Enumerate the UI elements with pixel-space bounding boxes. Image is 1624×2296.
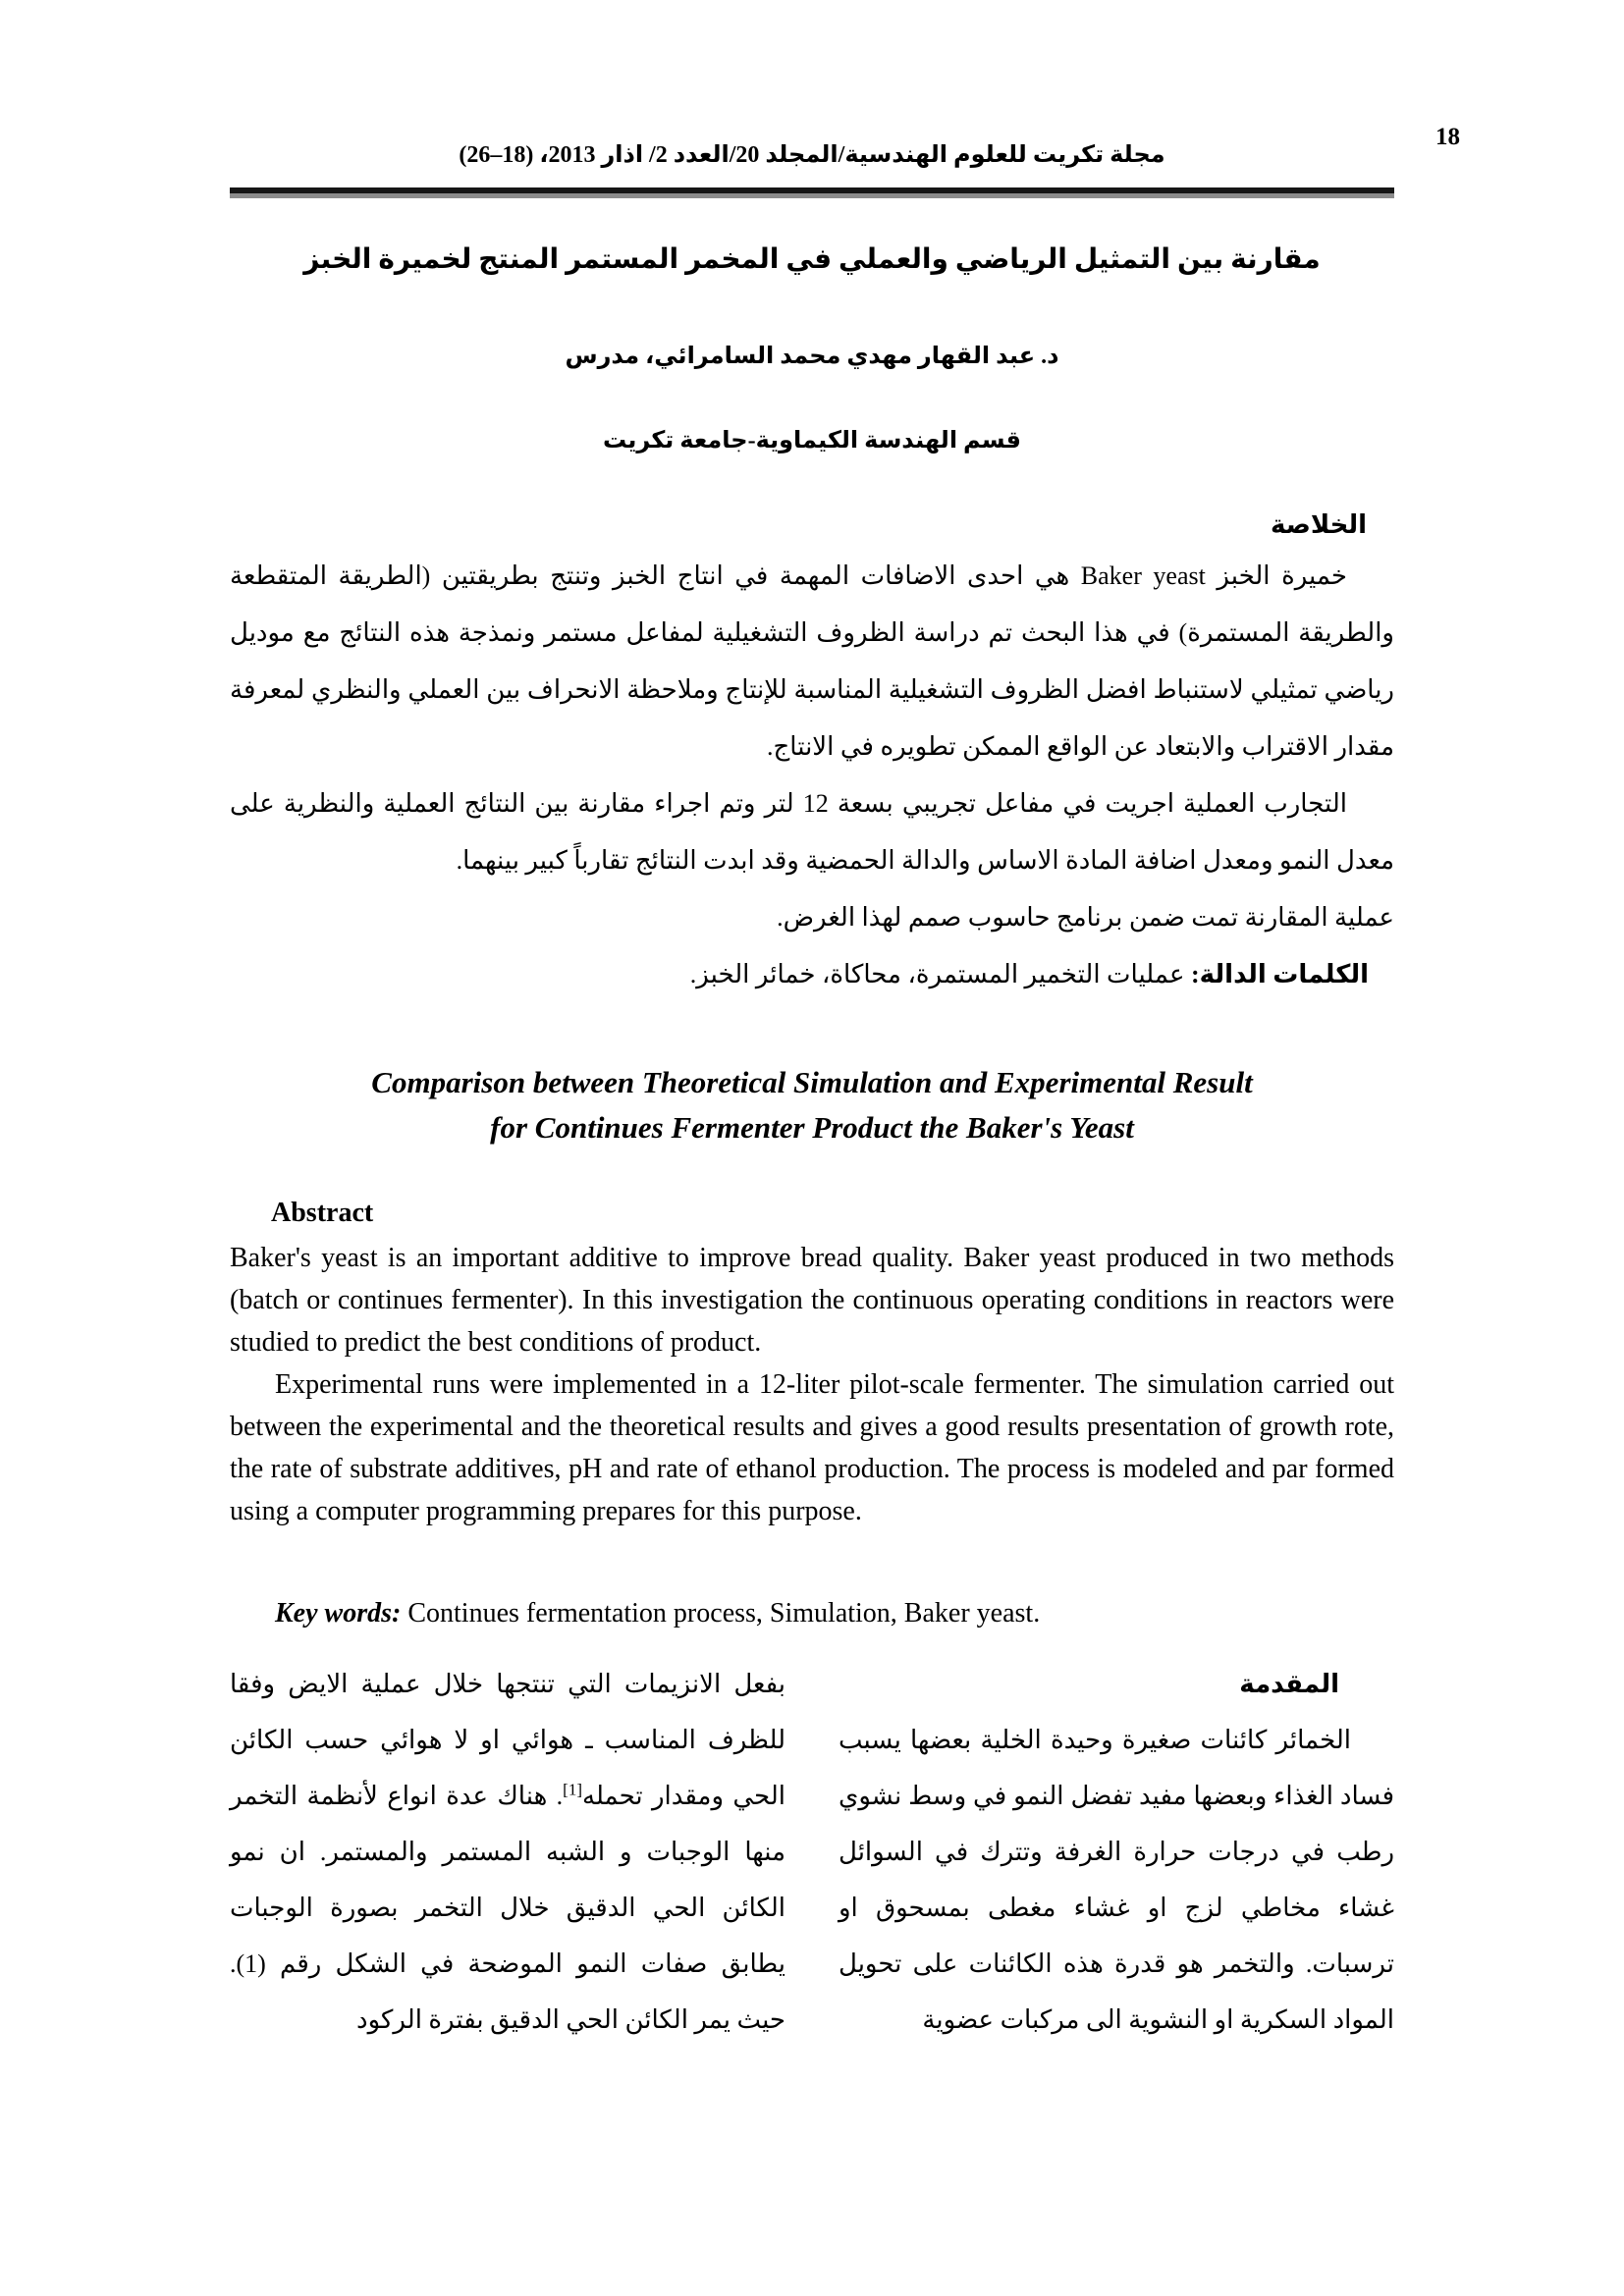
introduction-right-paragraph: الخمائر كائنات صغيرة وحيدة الخلية بعضها يسبب فساد الغذاء وبعضها مفيد تفضل النمو في وسط نشوي رطب في درجات حرارة الغرفة وتترك في السوائل غشاء مخاطي لزج او غشاء مغطى بمسحوق او ترسبات. والتخمر هو قدرة هذه الكائنات على تحويل المواد السكرية او النشوية الى مركبات عضوية [839,1726,1394,2034]
arabic-keywords-line [230,946,1394,1003]
arabic-abstract-paragraph-1: خميرة الخبز Baker yeast هي احدى الاضافات المهمة في انتاج الخبز وتنتج بطريقتين (الطريقة المتقطعة والطريقة المستمرة) في هذا البحث تم دراسة الظروف التشغيلية لمفاعل مستمر ونمذجة هذه النتائج مع موديل رياضي تمثيلي لاستنباط افضل الظروف التشغيلية المناسبة للإنتاج وملاحظة الانحراف بين العملي والنظري لمعرفة مقدار الاقتراب والابتعاد عن الواقع الممكن تطويره في الانتاج. [230,561,1394,761]
introduction-left-text-part1: بفعل الانزيمات التي تنتجها خلال عملية الايض وفقا للظرف المناسب ـ هوائي او لا هوائي حسب الكائن الحي ومقدار تحمله [230,1670,785,1810]
english-title-line1: Comparison between Theoretical Simulation and Experimental Result [371,1065,1253,1099]
english-abstract-paragraph-2: Experimental runs were implemented in a 12-liter pilot-scale fermenter. The simulation carried out between the experimental and the theoretical results and gives a good results presentation of growth rote, the rate of substrate additives, pH and rate of ethanol production. The process is modeled and par formed using a computer programming prepares for this purpose. [230,1369,1394,1526]
english-keywords-line [230,1592,1394,1634]
english-keywords-text: Continues fermentation process, Simulation, Baker yeast. [401,1598,1041,1629]
affiliation-line: قسم الهندسة الكيماوية-جامعة تكريت [602,428,1021,454]
arabic-abstract-paragraph-3: عملية المقارنة تمت ضمن برنامج حاسوب صمم لهذا الغرض. [777,903,1394,932]
page-number: 18 [1435,124,1460,150]
introduction-left-paragraph [230,1656,785,2048]
journal-header: مجلة تكريت للعلوم الهندسية/المجلد 20/العدد 2/ اذار 2013، (18–26) [459,142,1165,168]
introduction-column-left [230,1656,785,2048]
introduction-column-right [839,1656,1394,2048]
citation-superscript: [1] [563,1780,582,1799]
arabic-keywords-text: عمليات التخمير المستمرة، محاكاة، خمائر الخبز. [689,960,1191,988]
arabic-abstract-paragraph-2: التجارب العملية اجريت في مفاعل تجريبي بسعة 12 لتر وتم اجراء مقارنة بين النتائج العملية والنظرية على معدل النمو ومعدل اضافة المادة الاساس والدالة الحمضية وقد ابدت النتائج تقارباً كبير بينهما. [230,789,1394,875]
introduction-left-text-part2: . هناك عدة انواع لأنظمة التخمر منها الوجبات و الشبه المستمر والمستمر. ان نمو الكائن الحي الدقيق خلال التخمر بصورة الوجبات يطابق صفات النمو الموضحة في الشكل رقم (1). حيث يمر الكائن الحي الدقيق بفترة الركود [230,1782,785,2034]
header-rule-gray [230,193,1394,198]
introduction-two-column-section [230,1656,1394,2048]
arabic-abstract-heading: الخلاصة [1270,510,1367,539]
english-keywords-label: Key words: [275,1598,402,1629]
english-title-line2: for Continues Fermenter Product the Baker's Yeast [490,1110,1134,1145]
arabic-keywords-label: الكلمات الدالة: [1190,960,1369,988]
paper-title-arabic: مقارنة بين التمثيل الرياضي والعملي في المخمر المستمر المنتج لخميرة الخبز [303,244,1321,275]
english-abstract-heading: Abstract [271,1198,374,1228]
introduction-heading: المقدمة [1239,1670,1339,1698]
paper-title-english [230,1060,1394,1150]
author-line: د. عبد القهار مهدي محمد السامرائي، مدرس [565,344,1059,369]
english-abstract-paragraph-1: Baker's yeast is an important additive to improve bread quality. Baker yeast produced in two methods (batch or continues fermenter). In this investigation the continuous operating conditions in reactors were studied to predict the best conditions of product. [230,1243,1394,1358]
